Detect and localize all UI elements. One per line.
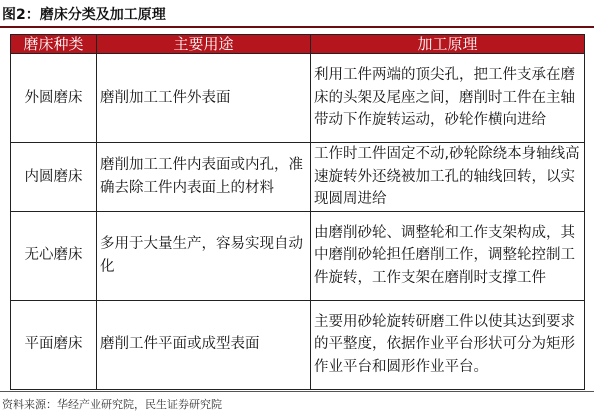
principle-cell: 工作时工件固定不动,砂轮除绕本身轴线高速旋转外还绕被加工孔的轴线回转，以实现圆周进给 <box>311 143 585 212</box>
main-use-cell: 磨削加工工件内表面或内孔，准确去除工件内表面上的材料 <box>97 143 311 212</box>
figure-title: 图2：磨床分类及加工原理 <box>2 7 166 23</box>
source-note: 资料来源：华经产业研究院，民生证券研究院 <box>2 398 222 411</box>
main-use-cell: 磨削加工工件外表面 <box>97 54 311 143</box>
table-row <box>11 300 585 389</box>
header-grinder-type: 磨床种类 <box>11 35 97 54</box>
grinder-type-cell: 外圆磨床 <box>11 54 97 143</box>
title-divider <box>0 26 594 28</box>
header-main-use: 主要用途 <box>97 35 311 54</box>
grinder-type-cell: 内圆磨床 <box>11 143 97 212</box>
grinder-classification-table <box>10 34 585 390</box>
table-row <box>11 211 585 300</box>
grinder-type-cell: 平面磨床 <box>11 300 97 389</box>
source-divider <box>0 391 594 392</box>
header-principle: 加工原理 <box>311 35 585 54</box>
principle-cell: 由磨削砂轮、调整轮和工作支架构成，其中磨削砂轮担任磨削工作，调整轮控制工件旋转，工作支架在磨削时支撑工件 <box>311 211 585 300</box>
table-header-row <box>11 35 585 54</box>
main-use-cell: 多用于大量生产，容易实现自动化 <box>97 211 311 300</box>
principle-cell: 主要用砂轮旋转研磨工件以使其达到要求的平整度，依据作业平台形状可分为矩形作业平台和圆形作业平台。 <box>311 300 585 389</box>
grinder-type-cell: 无心磨床 <box>11 211 97 300</box>
table-row <box>11 54 585 143</box>
principle-cell: 利用工件两端的顶尖孔，把工件支承在磨床的头架及尾座之间，磨削时工件在主轴带动下作旋转运动，砂轮作横向进给 <box>311 54 585 143</box>
main-use-cell: 磨削工件平面或成型表面 <box>97 300 311 389</box>
table-row <box>11 143 585 212</box>
